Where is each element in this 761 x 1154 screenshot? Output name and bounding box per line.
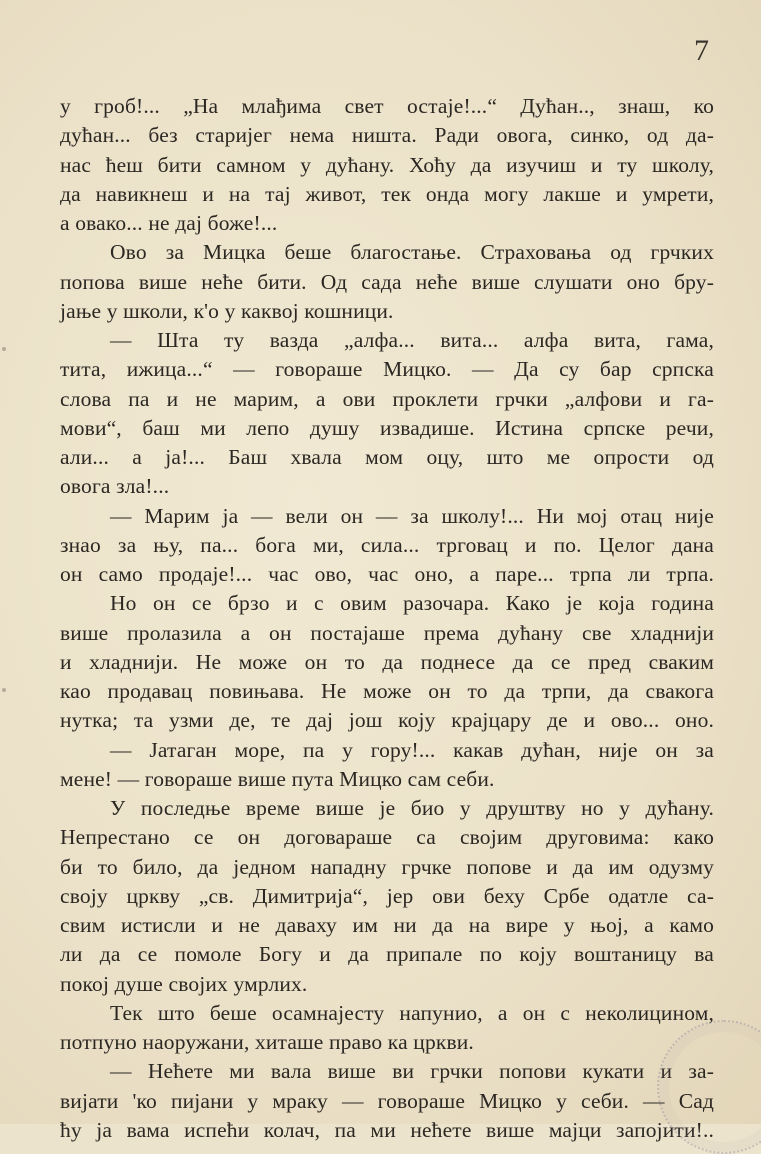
text-line: покој душе својих умрлих.: [60, 971, 308, 996]
body-text: [60, 92, 714, 1145]
text-line: слова па и не марим, а ови проклети грчки „алфови и га-: [60, 386, 714, 411]
text-line: — Јатаган море, па у гору!... какав дућан, није он за: [110, 737, 714, 762]
text-line: би то било, да једном нападну грчке попове и да им одузму: [60, 854, 714, 879]
text-line: У последње време више је био у друштву но у дућану.: [110, 796, 714, 820]
text-line: знао за њу, па... бога ми, сила... трговац и по. Целог дана: [60, 532, 714, 557]
text-line: Тек што беше осамнаjесту напунио, а он с неколицином,: [110, 1000, 714, 1025]
text-line: као продавац повињава. Не може он то да трпи, да свакога: [60, 679, 714, 703]
ink-speck: [2, 688, 6, 692]
text-line: — Шта ту ваздa „алфа... вита... алфа вита, гама,: [110, 328, 714, 352]
text-line: — Нећете ми вала више ви грчки попови кукати и за-: [110, 1059, 714, 1084]
text-line: — Марим ја — вели он — за школу!... Ни мој отац није: [110, 503, 714, 528]
text-line: он само продаје!... час ово, час оно, а паре... трпа ли трпа.: [60, 562, 714, 586]
text-line: ћу ја вама испећи колач, па ми нећете више мајци запојити!..: [60, 1117, 714, 1142]
text-line: у гроб!... „На млађима свет остаје!...“ Дућан.., знаш, ко: [60, 94, 714, 118]
text-line: да навикнеш и на тај живот, тек онда могу лакше и умрети,: [60, 181, 714, 206]
ink-speck: [2, 347, 6, 351]
text-line: своју цркву „св. Димитрија“, јер ови беху Србе одатле са-: [60, 883, 714, 908]
text-line: Ово за Мицка беше благостање. Страховања од грчких: [110, 240, 714, 265]
text-line: нас ћеш бити самном у дућану. Хоћу да изучиш и ту школу,: [60, 152, 714, 177]
text-line: а овако... не дај боже!...: [60, 211, 278, 235]
text-line: нутка; та узми де, те дај још коју крајцару де и ово... оно.: [60, 708, 714, 733]
page-number: 7: [694, 34, 709, 67]
text-line: али... а ја!... Баш хвала мом оцу, што ме опрости од: [60, 445, 714, 469]
text-line: овога зла!...: [60, 474, 170, 499]
text-line: Но он се брзо и с овим разочара. Како је која година: [110, 591, 714, 616]
text-line: дућан... без старијег нема ништа. Ради овога, синко, од да-: [60, 123, 714, 148]
text-line: и хладнији. Не може он то да поднесе да се пред сваким: [60, 649, 714, 674]
text-line: попова више неће бити. Од сада неће више слушати оно бру-: [60, 269, 714, 294]
text-line: више пролазила а он постајаше према дућану све хладнији: [60, 620, 714, 645]
text-line: Непрестано се он договараше са својим друговима: како: [60, 825, 714, 850]
text-line: јање у школи, к'о у каквој кошници.: [60, 298, 394, 323]
text-line: вијати 'ко пијани у мраку — говораше Мицко у себи. — Сад: [60, 1088, 714, 1113]
text-line: ли да се помоле Богу и да припале по коју воштаницу ва: [60, 942, 714, 967]
text-line: мови“, баш ми лепо душу извадише. Истина српске речи,: [60, 415, 714, 440]
text-line: мене! — говораше више пута Мицко сам себи.: [60, 766, 495, 791]
text-line: потпуно наоружани, хиташе право ка цркви.: [60, 1030, 474, 1054]
text-line: тита, ижица...“ — говораше Мицко. — Да су бар српска: [60, 357, 714, 382]
text-line: свим истисли и не даваху им ни да на вире у њој, а камо: [60, 913, 714, 937]
